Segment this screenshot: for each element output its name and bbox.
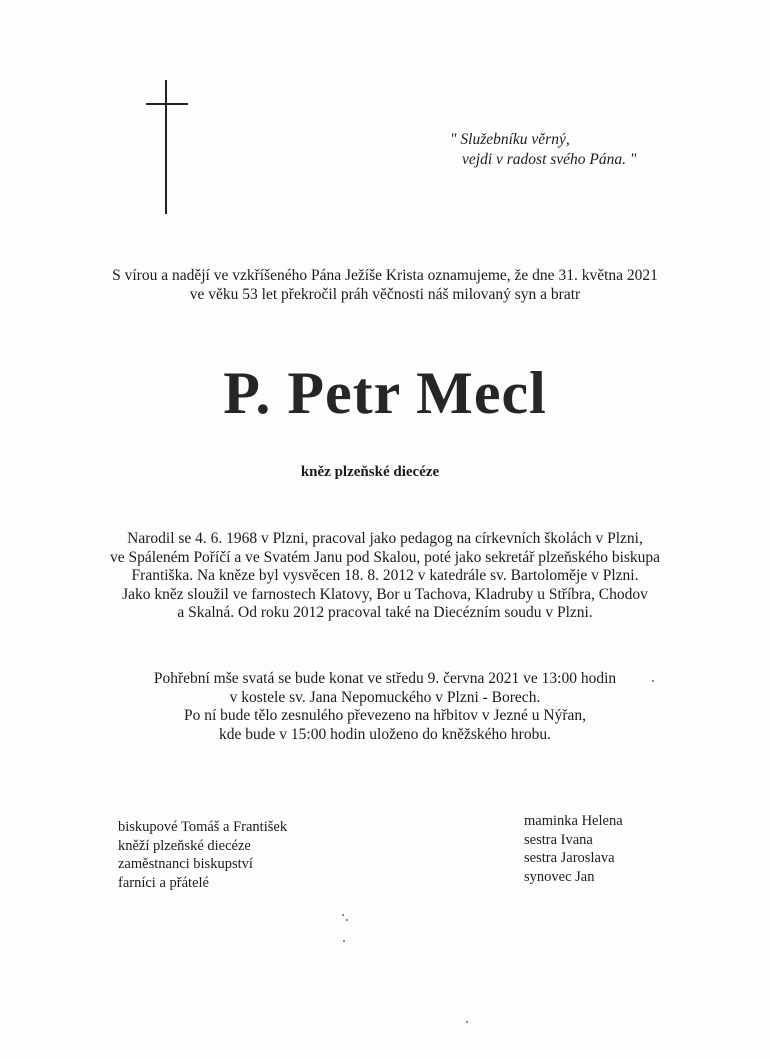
- mourners-left: [118, 818, 418, 892]
- funeral-info: [40, 670, 730, 744]
- announcement: [40, 266, 730, 304]
- announcement-line: ve věku 53 let překročil práh věčnosti náš milovaný syn a bratr: [189, 286, 581, 303]
- motto-line: " Služebníku věrný,: [450, 131, 570, 148]
- funeral-line: Pohřební mše svatá se bude konat ve středu 9. června 2021 ve 13:00 hodin: [153, 670, 617, 687]
- biography-line: Narodil se 4. 6. 1968 v Plzni, pracoval jako pedagog na církevních školách v Plzni,: [127, 530, 643, 547]
- biography: [40, 530, 730, 623]
- mourner-entry: sestra Ivana: [524, 831, 593, 848]
- biography-line: ve Spáleném Poříčí a ve Svatém Janu pod Skalou, poté jako sekretář plzeňského biskupa: [109, 548, 661, 566]
- funeral-line: Po ní bude tělo zesnulého převezeno na hřbitov v Jezné u Nýřan,: [183, 707, 587, 724]
- biography-line: Františka. Na kněze byl vysvěcen 18. 8. 2012 v katedrále sv. Bartoloměje v Plzni.: [131, 567, 639, 584]
- motto-line: vejdi v radost svého Pána. ": [462, 151, 637, 168]
- cross-icon: [146, 80, 188, 214]
- funeral-line: v kostele sv. Jana Nepomuckého v Plzni - Borech.: [229, 688, 541, 706]
- funeral-line: kde bude v 15:00 hodin uloženo do kněžského hrobu.: [219, 725, 551, 743]
- mourner-entry: kněží plzeňské diecéze: [118, 837, 251, 854]
- mourners-right: [524, 812, 724, 886]
- deceased-role: kněz plzeňské diecéze: [300, 464, 440, 480]
- announcement-line: S vírou a nadějí ve vzkříšeného Pána Ježíše Krista oznamujeme, že dne 31. května 2021: [112, 267, 658, 284]
- scan-speck: [652, 680, 654, 682]
- biography-line: Jako kněz sloužil ve farnostech Klatovy, Bor u Tachova, Kladruby u Stříbra, Chodov: [122, 585, 648, 603]
- mourner-entry: farníci a přátelé: [118, 874, 209, 891]
- mourner-entry: synovec Jan: [524, 868, 595, 885]
- scan-speck: [343, 940, 345, 942]
- scan-speck: [342, 914, 344, 916]
- mourner-entry: sestra Jaroslava: [524, 850, 615, 866]
- deceased-name: P. Petr Mecl: [223, 360, 547, 426]
- mourner-entry: biskupové Tomáš a František: [118, 819, 288, 835]
- motto-quote: [440, 130, 700, 170]
- scan-speck: [346, 919, 348, 921]
- scan-speck: [466, 1021, 468, 1023]
- mourner-entry: maminka Helena: [524, 813, 623, 829]
- biography-line: a Skalná. Od roku 2012 pracoval také na Diecézním soudu v Plzni.: [177, 604, 593, 621]
- mourner-entry: zaměstnanci biskupství: [118, 856, 253, 872]
